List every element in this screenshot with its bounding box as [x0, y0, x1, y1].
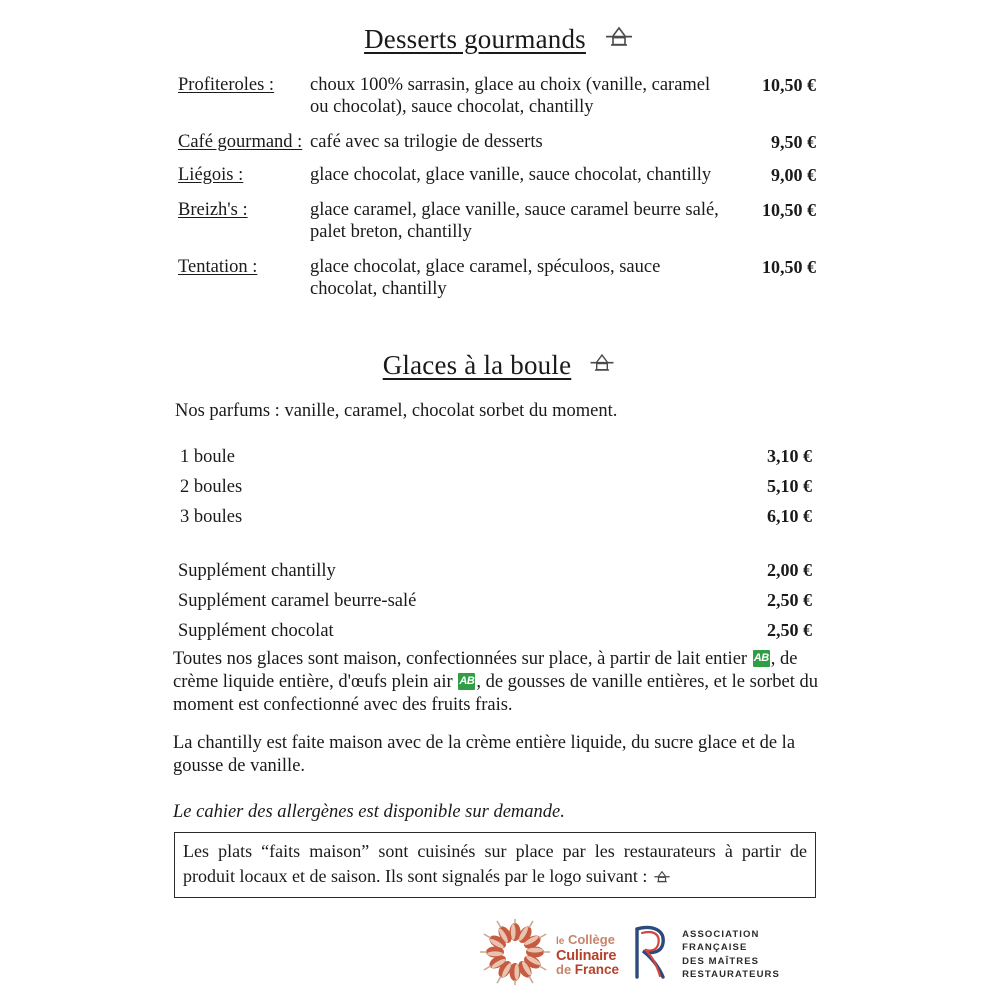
desserts-section-heading [0, 20, 1000, 59]
menu-item-name: Liégois : [178, 165, 244, 185]
chantilly-note: La chantilly est faite maison avec de la crème entière liquide, du sucre glace et de la gousse de vanille. [173, 733, 796, 776]
fait-maison-box-text [183, 839, 807, 890]
fait-maison-line-2: produit locaux et de saison. Ils sont signalés par le logo suivant : [183, 864, 807, 890]
menu-item-price: 9,50 € [771, 132, 816, 152]
menu-item-price: 10,50 € [762, 200, 816, 220]
ab-badge-label: AB [753, 652, 769, 664]
ab-badge-label: AB [459, 675, 475, 687]
glaces-section-heading [0, 348, 1000, 383]
menu-item-name: Tentation : [178, 257, 258, 277]
college-line-1: le Collège [556, 931, 615, 947]
price-row [178, 556, 812, 586]
r-monogram-icon [629, 921, 673, 988]
menu-item-name: Breizh's : [178, 200, 248, 220]
menu-item-name: Profiteroles : [178, 75, 275, 95]
scoop-label: 1 boule [180, 447, 235, 467]
association-line-2: FRANÇAISE [682, 942, 748, 953]
menu-item-description: café avec sa trilogie de desserts [310, 132, 543, 152]
ab-organic-icon [458, 673, 475, 690]
fait-maison-box [174, 832, 816, 898]
scoops-price-list [180, 442, 812, 532]
scoop-price: 6,10 € [767, 506, 812, 526]
fait-maison-line-1: Les plats “faits maison” sont cuisinés sur place par les restaurateurs à partir de [183, 841, 807, 861]
parfums-line: Nos parfums : vanille, caramel, chocolat sorbet du moment. [175, 401, 618, 421]
menu-item-name: Café gourmand : [178, 132, 303, 152]
college-culinaire-logo [480, 919, 619, 990]
menu-item-price: 10,50 € [762, 75, 816, 95]
college-wordmark [556, 933, 619, 977]
supplement-price: 2,50 € [767, 590, 812, 610]
menu-row [178, 131, 816, 153]
glaces-note [173, 648, 821, 717]
menu-row [178, 199, 816, 243]
glaces-note-part2: , de crème liquide entière, d'œufs plein air [173, 649, 798, 692]
fait-maison-icon [652, 865, 672, 890]
menu-row [178, 74, 816, 118]
association-line-4: RESTAURATEURS [682, 969, 780, 980]
price-row [178, 586, 812, 616]
price-row [180, 442, 812, 472]
ab-organic-icon [753, 650, 770, 667]
college-line-2: Culinaire [556, 947, 617, 964]
menu-item-description: choux 100% sarrasin, glace au choix (vanille, caramel ou chocolat), sauce chocolat, chantilly [310, 75, 711, 117]
menu-row [178, 256, 816, 300]
supplement-label: Supplément chantilly [178, 561, 336, 581]
menu-item-price: 10,50 € [762, 257, 816, 277]
menu-item-description: glace chocolat, glace caramel, spéculoos, sauce chocolat, chantilly [310, 257, 661, 299]
desserts-list [178, 74, 816, 313]
supplement-label: Supplément chocolat [178, 621, 334, 641]
page-title: Desserts gourmands [364, 24, 586, 54]
association-line-3: DES MAÎTRES [682, 955, 760, 967]
section-title: Glaces à la boule [382, 350, 572, 380]
supplement-label: Supplément caramel beurre-salé [178, 591, 417, 611]
scoop-label: 3 boules [180, 507, 243, 527]
maitres-restaurateurs-logo [629, 921, 780, 988]
association-wordmark [682, 928, 780, 982]
scoop-price: 5,10 € [767, 476, 812, 496]
glaces-note-part1: Toutes nos glaces sont maison, confectionnées sur place, à partir de lait entier [173, 649, 752, 669]
menu-row [178, 164, 816, 186]
price-row [180, 472, 812, 502]
menu-item-description: glace chocolat, glace vanille, sauce chocolat, chantilly [310, 165, 712, 185]
supplement-price: 2,50 € [767, 620, 812, 640]
glaces-note-part3: , de gousses de vanille entières, et le sorbet du moment est confectionné avec des fruits frais. [173, 672, 818, 715]
footer-logos [480, 912, 825, 997]
supplements-price-list [178, 556, 812, 646]
fait-maison-icon [587, 348, 617, 383]
radish-circle-icon [480, 919, 550, 990]
supplement-price: 2,00 € [767, 560, 812, 580]
allergenes-note: Le cahier des allergènes est disponible sur demande. [173, 802, 565, 822]
fait-maison-icon [602, 20, 636, 59]
scoop-label: 2 boules [180, 477, 243, 497]
college-line-3: de France [556, 961, 620, 977]
menu-item-price: 9,00 € [771, 165, 816, 185]
price-row [180, 502, 812, 532]
menu-item-description: glace caramel, glace vanille, sauce caramel beurre salé, palet breton, chantilly [310, 200, 719, 242]
price-row [178, 616, 812, 646]
scoop-price: 3,10 € [767, 446, 812, 466]
association-line-1: ASSOCIATION [682, 928, 760, 940]
